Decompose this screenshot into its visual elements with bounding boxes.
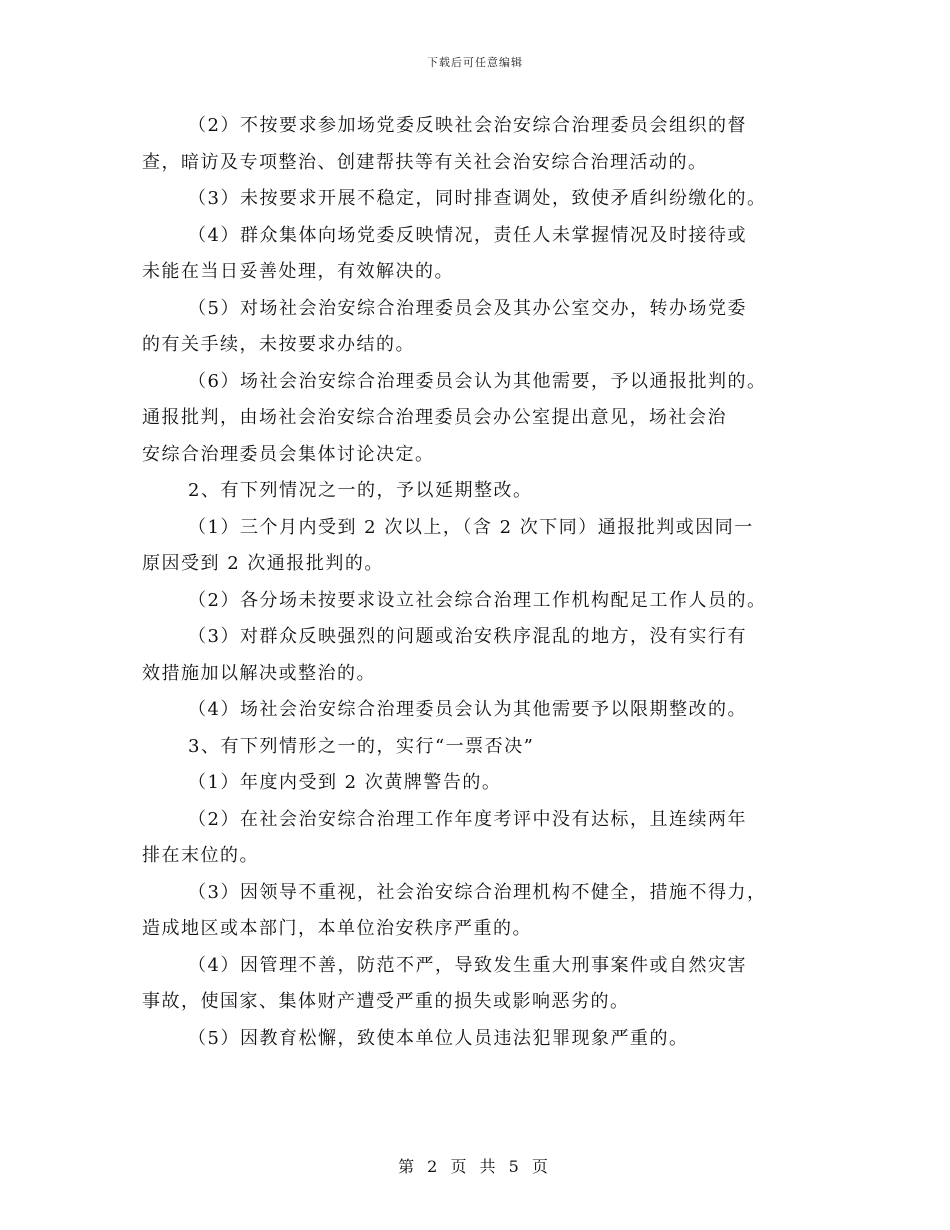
- text-line: （4）场社会治安综合治理委员会认为其他需要予以限期整改的。: [188, 699, 747, 720]
- text-line: 事故，使国家、集体财产遭受严重的损失或影响恶劣的。: [142, 991, 630, 1012]
- text-line: 3、有下列情形之一的，实行“一票否决”: [188, 735, 535, 757]
- text-line: （3）对群众反映强烈的问题或治安秩序混乱的地方，没有实行有: [188, 626, 747, 647]
- text-line: 安综合治理委员会集体讨论决定。: [142, 443, 435, 465]
- text-line: （4）因管理不善，防范不严，导致发生重大刑事案件或自然灾害: [188, 954, 747, 976]
- text-line: 原因受到 2 次通报批判的。: [142, 553, 384, 574]
- text-line: （3）未按要求开展不稳定，同时排查调处，致使矛盾纠纷缴化的。: [188, 188, 767, 209]
- text-line: 造成地区或本部门，本单位治安秩序严重的。: [142, 918, 532, 939]
- text-line: 2、有下列情况之一的，予以延期整改。: [188, 480, 533, 501]
- text-line: （2）在社会治安综合治理工作年度考评中没有达标，且连续两年: [188, 808, 747, 830]
- text-line: （5）因教育松懈，致使本单位人员违法犯罪现象严重的。: [188, 1027, 689, 1049]
- page-number: 第 2 页 共 5 页: [398, 1157, 552, 1176]
- text-line: 效措施加以解决或整治的。: [142, 662, 376, 684]
- text-line: 未能在当日妥善处理，有效解决的。: [142, 261, 454, 282]
- text-line: （4）群众集体向场党委反映情况，责任人未掌握情况及时接待或: [188, 224, 747, 246]
- text-line: （2）各分场未按要求设立社会综合治理工作机构配足工作人员的。: [188, 589, 767, 611]
- document-body: [142, 108, 814, 1057]
- text-line: 排在末位的。: [142, 845, 259, 866]
- text-line: （1）三个月内受到 2 次以上，（含 2 次下同）通报批判或因同一: [188, 516, 754, 538]
- text-line: （1）年度内受到 2 次黄牌警告的。: [188, 772, 502, 793]
- text-line: （6）场社会治安综合治理委员会认为其他需要，予以通报批判的。: [188, 370, 767, 392]
- text-line: （5）对场社会治安综合治理委员会及其办公室交办，转办场党委: [188, 297, 747, 319]
- page-header: 下载后可任意编辑: [427, 56, 523, 69]
- text-line: 通报批判，由场社会治安综合治理委员会办公室提出意见，场社会治: [142, 407, 727, 428]
- text-line: （3）因领导不重视，社会治安综合治理机构不健全，措施不得力，: [188, 881, 767, 903]
- text-line: （2）不按要求参加场党委反映社会治安综合治理委员会组织的督: [188, 115, 747, 136]
- text-line: 的有关手续，未按要求办结的。: [142, 334, 415, 355]
- text-line: 查，暗访及专项整治、创建帮扶等有关社会治安综合治理活动的。: [142, 151, 708, 173]
